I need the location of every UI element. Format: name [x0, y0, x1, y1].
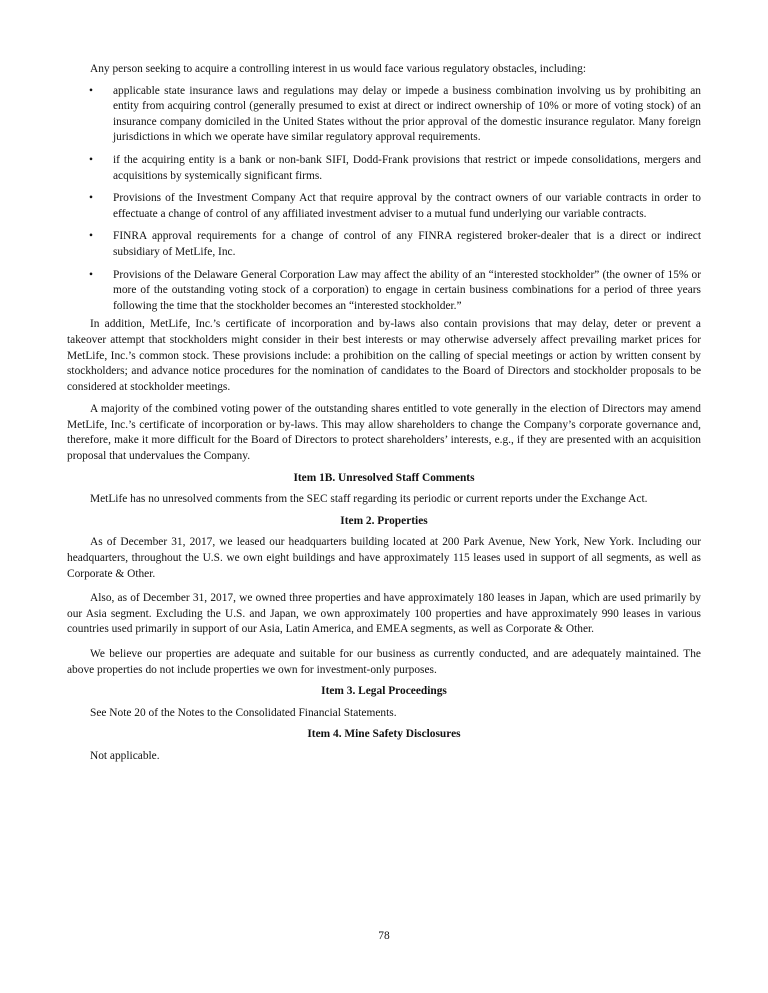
item-2-heading: Item 2. Properties — [340, 514, 428, 527]
majority-vote-paragraph: A majority of the combined voting power of the outstanding shares entitled to vote generally in the election of Directors may amend MetLife, Inc.’s certificate of incorporation or by-laws. This may allow shareholders to change the Company’s corporate governance and, therefore, make it more difficult for the Board of Directors to protect shareholders’ interests, e.g., if they are presented with an acquisition proposal that undervalues the Company. — [67, 403, 701, 463]
list-item-text: FINRA approval requirements for a change of control of any FINRA registered broker-dealer that is a direct or indirect subsidiary of MetLife, Inc. — [113, 230, 701, 258]
list-item-text: if the acquiring entity is a bank or non-bank SIFI, Dodd-Frank provisions that restrict or impede consolidations, mergers and acquisitions by systemically significant firms. — [113, 153, 701, 182]
properties-paragraph-2: Also, as of December 31, 2017, we owned three properties and have approximately 180 leases in Japan, which are used primarily by our Asia segment. Excluding the U.S. and Japan, we own approximately 100 properties and have approximately 990 leases in various countries used primarily in support of our Asia, Latin America, and EMEA segments, as well as Corporate & Other. — [67, 592, 701, 636]
item-1b-text: MetLife has no unresolved comments from the SEC staff regarding its periodic or current reports under the Exchange Act. — [90, 493, 648, 506]
bullet-icon: • — [89, 268, 93, 281]
intro-paragraph: Any person seeking to acquire a controlling interest in us would face various regulatory obstacles, including: — [90, 63, 586, 75]
item-3-text: See Note 20 of the Notes to the Consolidated Financial Statements. — [90, 706, 397, 719]
regulatory-obstacles-list — [67, 84, 701, 315]
item-3-heading: Item 3. Legal Proceedings — [321, 685, 447, 698]
list-item — [67, 229, 701, 260]
bullet-icon: • — [89, 84, 93, 97]
list-item — [67, 268, 701, 315]
list-item — [67, 191, 701, 222]
list-item-text: Provisions of the Delaware General Corporation Law may affect the ability of an “interested stockholder” (the owner of 15% or more of the outstanding voting stock of a corporation) to engage in certain business combinations for a period of three years following the time that the stockholder becomes an “interested stockholder.” — [113, 268, 701, 312]
list-item — [67, 84, 701, 146]
bullet-icon: • — [89, 153, 93, 166]
bullet-icon: • — [89, 230, 93, 243]
list-item-text: Provisions of the Investment Company Act that require approval by the contract owners of our variable contracts in order to effectuate a change of control of any affiliated investment adviser to a mutual fund underlying our variable contracts. — [113, 192, 701, 220]
properties-paragraph-3: We believe our properties are adequate and suitable for our business as currently conducted, and are adequately maintained. The above properties do not include properties we own for investment-only purposes. — [67, 648, 701, 676]
list-item-text: applicable state insurance laws and regulations may delay or impede a business combination involving us by prohibiting an entity from acquiring control (generally presumed to exist at direct or indirect ownership of 10% or more of voting stock) of an insurance company domiciled in the United States without the prior approval of the domestic insurance regulator. Many foreign jurisdictions in which we operate have similar regulatory approval requirements. — [113, 84, 701, 144]
page-number: 78 — [378, 930, 390, 942]
item-4-heading: Item 4. Mine Safety Disclosures — [307, 728, 461, 741]
document-body — [67, 62, 701, 765]
item-4-text: Not applicable. — [90, 749, 160, 762]
properties-paragraph-1: As of December 31, 2017, we leased our headquarters building located at 200 Park Avenue, New York, New York. Including our headquarters, throughout the U.S. we own eight buildings and have approximately 115 leases used in support of all segments, as well as Corporate & Other. — [67, 536, 701, 580]
charter-provisions-paragraph: In addition, MetLife, Inc.’s certificate of incorporation and by-laws also contain provisions that may delay, deter or prevent a takeover attempt that stockholders might consider in their best interests or may otherwise adversely affect prevailing market prices for MetLife, Inc.’s common stock. These provisions include: a prohibition on the calling of special meetings or action by written consent by stockholders; and advance notice procedures for the nomination of candidates to the Board of Directors and stockholder proposals to be considered at stockholder meetings. — [67, 318, 701, 393]
list-item — [67, 153, 701, 184]
bullet-icon: • — [89, 192, 93, 205]
item-1b-heading: Item 1B. Unresolved Staff Comments — [293, 471, 475, 484]
